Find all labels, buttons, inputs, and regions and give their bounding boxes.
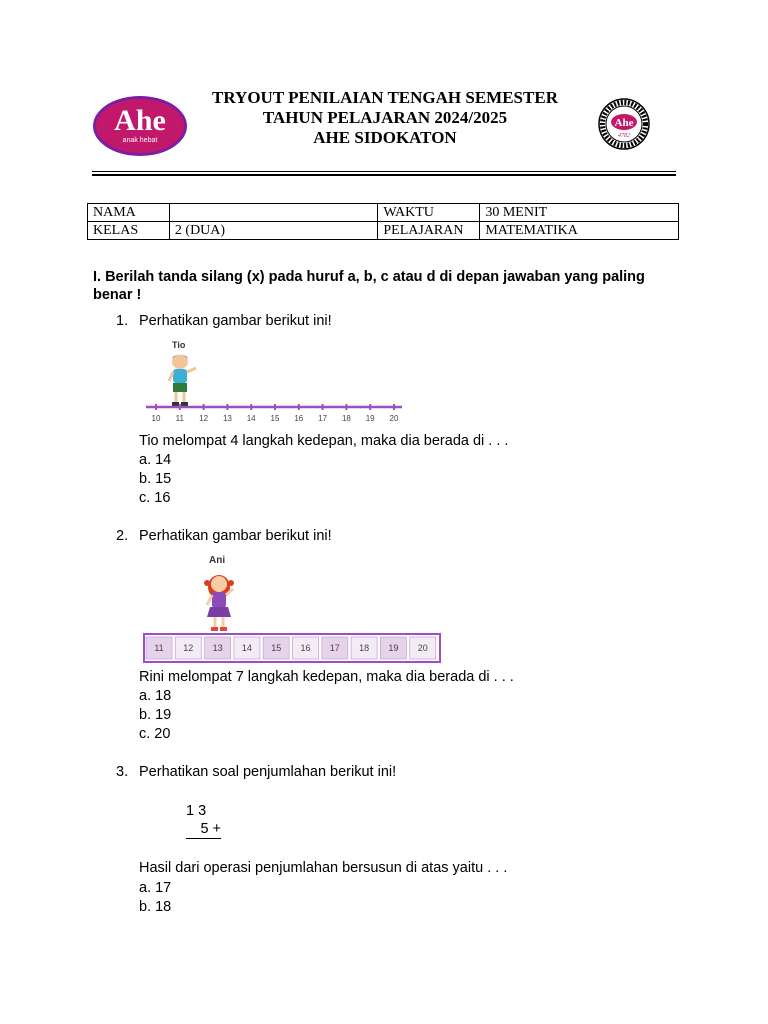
student-info-table [87, 203, 679, 240]
ahe-seal-logo-right [598, 98, 650, 155]
question-1-prompt: Perhatikan gambar berikut ini! [139, 313, 332, 329]
number-box-label: 20 [417, 643, 428, 653]
question-2-option-b[interactable]: b. 19 [139, 707, 172, 723]
girl-figure-icon [204, 575, 234, 631]
figure-2-name: Ani [209, 555, 226, 566]
addition-top-number: 1 3 [186, 803, 207, 819]
logo-right-main: Ahe [614, 117, 634, 129]
document-title [180, 88, 590, 148]
number-line-figure-1 [140, 336, 410, 433]
instruction-text: I. Berilah tanda silang (x) pada huruf a, b, c atau d di depan jawaban yang paling benar ! [93, 269, 645, 303]
number-box-label: 19 [388, 643, 399, 653]
number-box-label: 17 [329, 643, 340, 653]
table-row [88, 222, 679, 240]
question-3-option-b[interactable]: b. 18 [139, 899, 172, 915]
number-line-label: 17 [318, 414, 328, 423]
number-line-label: 18 [341, 414, 351, 423]
table-row [88, 204, 679, 222]
question-1-text: Tio melompat 4 langkah kedepan, maka dia berada di . . . [139, 433, 509, 449]
number-line-label: 14 [246, 414, 256, 423]
question-1-option-b[interactable]: b. 15 [139, 471, 172, 487]
number-box-label: 14 [241, 643, 252, 653]
table-cell: PELAJARAN [378, 222, 480, 240]
question-2-number: 2. [116, 528, 129, 544]
number-line-label: 10 [151, 414, 161, 423]
number-box-label: 15 [271, 643, 282, 653]
title-line-2: TAHUN PELAJARAN 2024/2025 [262, 108, 508, 127]
question-2-prompt: Perhatikan gambar berikut ini! [139, 528, 332, 544]
question-2-text: Rini melompat 7 langkah kedepan, maka dia berada di . . . [139, 669, 514, 685]
number-line-label: 15 [270, 414, 280, 423]
header-divider-thin [92, 171, 676, 172]
logo-left-sub: anak hebat [122, 137, 158, 144]
number-box-label: 16 [300, 643, 311, 653]
number-box-label: 18 [359, 643, 370, 653]
figure-1-name: Tio [172, 340, 186, 350]
question-3-number: 3. [116, 764, 129, 780]
table-cell: KELAS [88, 222, 170, 240]
question-3-prompt: Perhatikan soal penjumlahan berikut ini! [139, 764, 397, 780]
table-cell: 2 (DUA) [169, 222, 377, 240]
number-box-label: 12 [183, 643, 194, 653]
question-1-option-c[interactable]: c. 16 [139, 490, 171, 506]
logo-right-num: 4782 [618, 133, 630, 139]
addition-bottom-number: 5 + [186, 821, 221, 839]
number-box-label: 13 [212, 643, 223, 653]
question-1-option-a[interactable]: a. 14 [139, 452, 172, 468]
question-2-option-c[interactable]: c. 20 [139, 726, 171, 742]
logo-left-main: Ahe [114, 104, 166, 137]
header-divider-thick [92, 174, 676, 176]
question-1-number: 1. [116, 313, 129, 329]
table-cell: WAKTU [378, 204, 480, 222]
question-3-option-a[interactable]: a. 17 [139, 880, 172, 896]
number-line-label: 12 [199, 414, 209, 423]
title-line-1: TRYOUT PENILAIAN TENGAH SEMESTER [212, 88, 558, 107]
table-cell: MATEMATIKA [480, 222, 679, 240]
title-line-3: AHE SIDOKATON [313, 128, 457, 147]
boy-figure-icon [169, 355, 196, 407]
question-2-option-a[interactable]: a. 18 [139, 688, 172, 704]
number-box-label: 11 [154, 643, 164, 653]
table-cell: NAMA [88, 204, 170, 222]
number-line-label: 16 [294, 414, 304, 423]
number-line-label: 11 [175, 414, 184, 423]
name-field[interactable] [169, 204, 377, 222]
table-cell: 30 MENIT [480, 204, 679, 222]
number-box-figure-2 [143, 551, 443, 669]
number-line-label: 20 [389, 414, 399, 423]
number-line-label: 13 [222, 414, 232, 423]
question-3-text: Hasil dari operasi penjumlahan bersusun di atas yaitu . . . [139, 860, 508, 876]
number-line-label: 19 [365, 414, 375, 423]
ahe-logo-left [92, 95, 188, 162]
